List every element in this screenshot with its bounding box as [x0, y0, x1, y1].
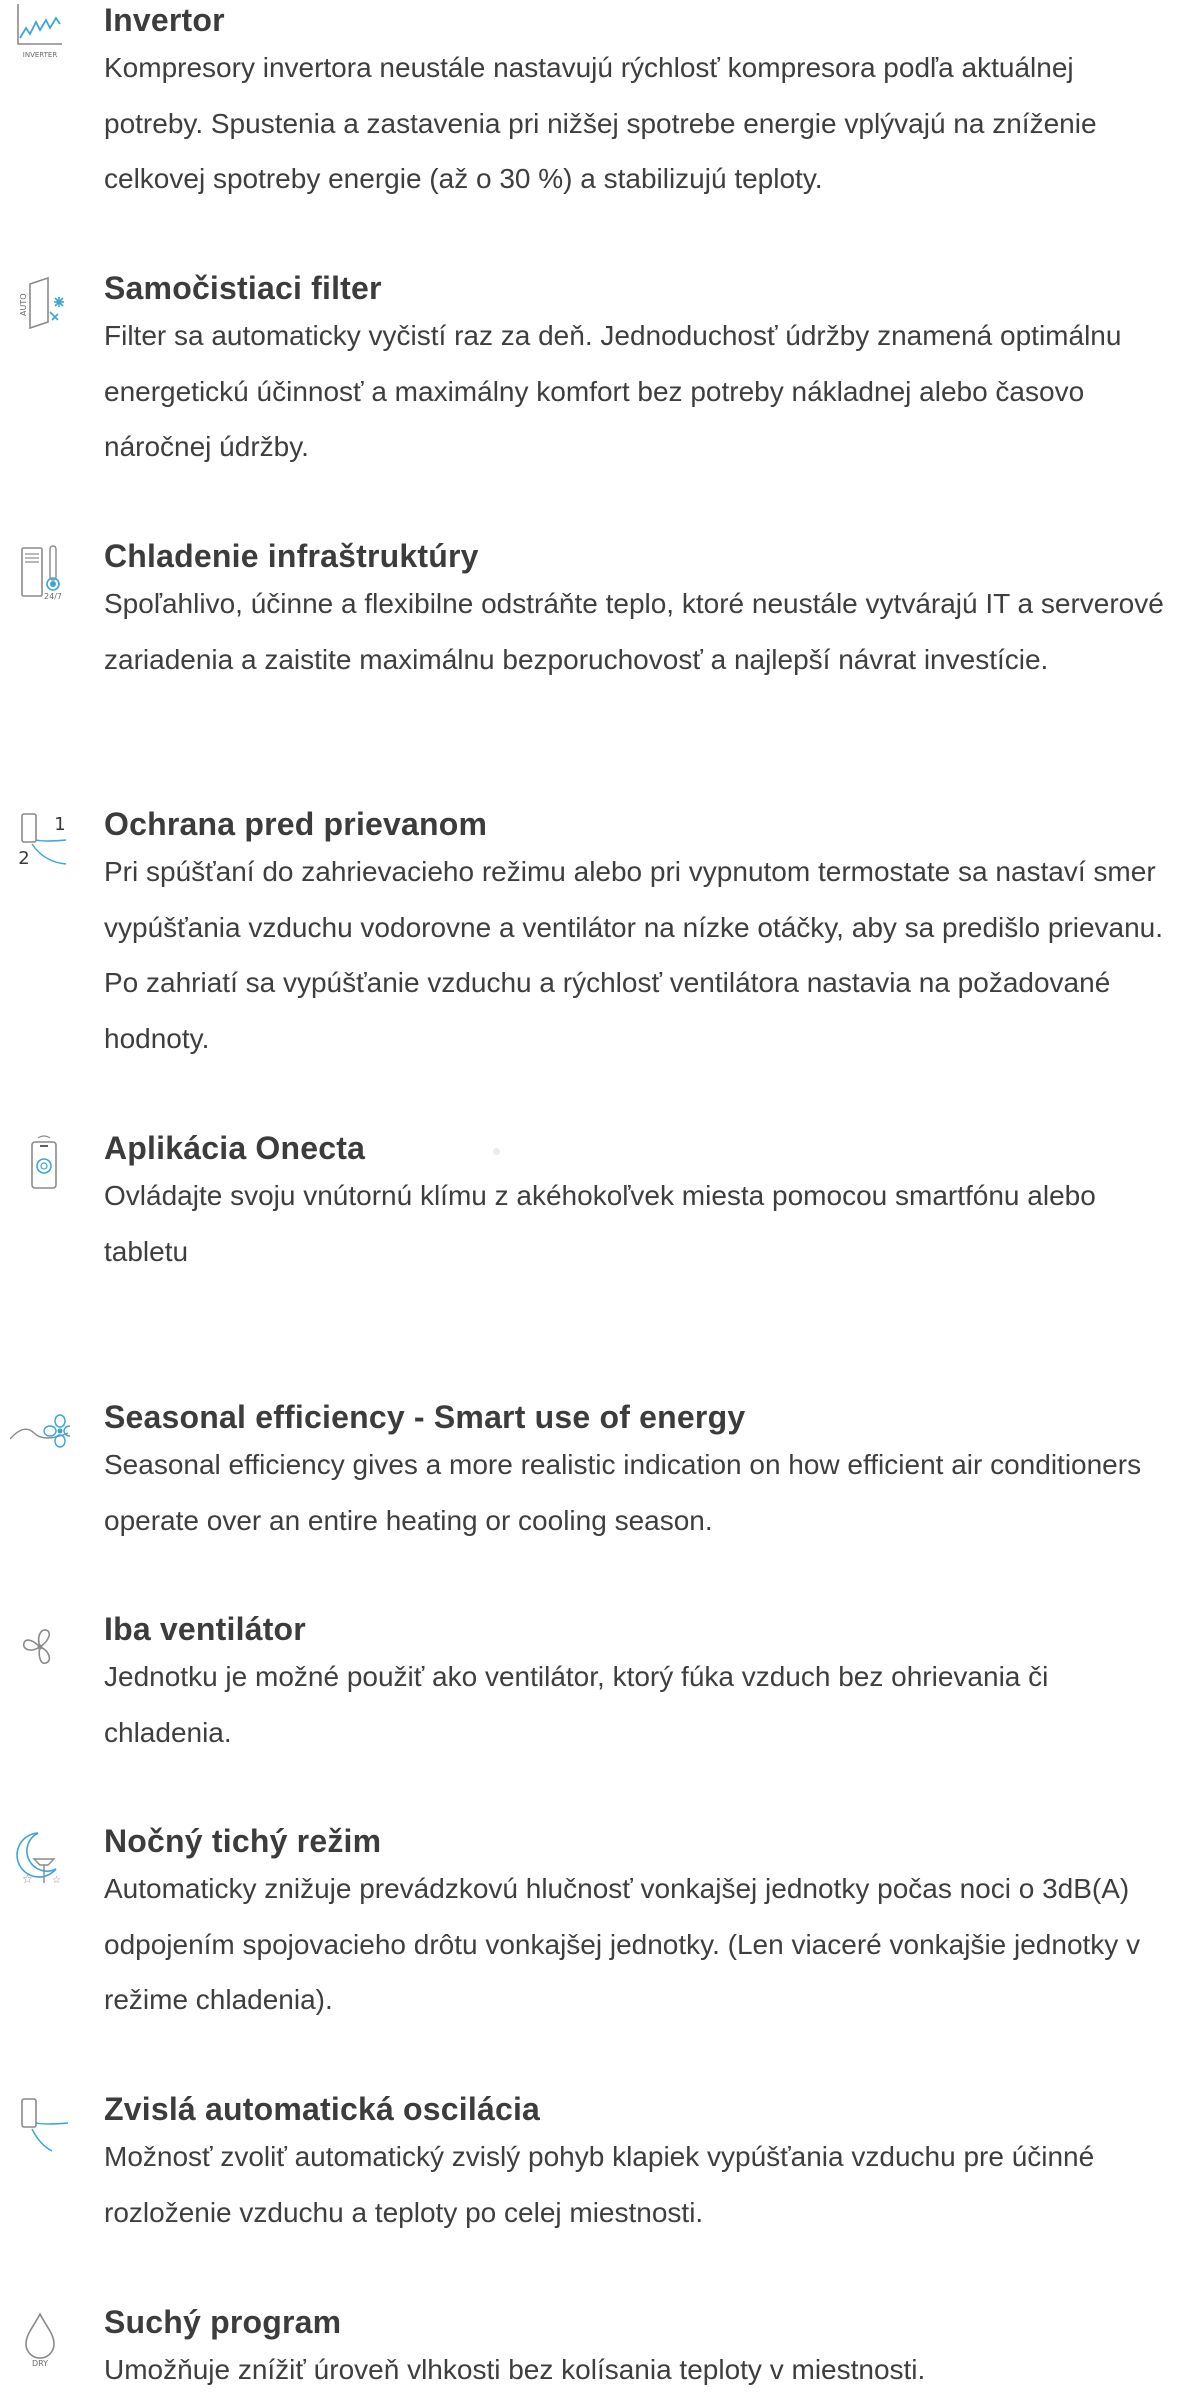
feature-title: Nočný tichý režim: [104, 1823, 382, 1859]
feature-description: Seasonal efficiency gives a more realistic indication on how efficient air conditioners operate over an entire heating or cooling season.: [104, 1449, 1142, 1536]
feature-text: [104, 1821, 1172, 2028]
feature-text: [104, 1397, 1172, 1548]
feature-text: [104, 1609, 1172, 1760]
vertical-swing-icon: [10, 2095, 70, 2155]
feature-title: Seasonal efficiency - Smart use of energy: [104, 1399, 746, 1435]
feature-title: Samočistiaci filter: [104, 270, 382, 306]
infrastructure-cooling-icon: [10, 540, 70, 600]
seasonal-efficiency-icon: [10, 1403, 70, 1463]
feature-description: Jednotku je možné použiť ako ventilátor, ktorý fúka vzduch bez ohrievania či chladenia.: [104, 1661, 1049, 1748]
decorative-dot: [493, 1148, 500, 1155]
feature-description: Možnosť zvoliť automatický zvislý pohyb klapiek vypúšťania vzduchu pre účinné rozloženie vzduchu a teploty po celej miestnosti.: [104, 2141, 1095, 2228]
dry-icon-label: DRY: [31, 2359, 49, 2368]
draught-prevention-icon: [10, 810, 70, 870]
feature-text: [104, 804, 1172, 1066]
feature-text: [104, 536, 1172, 687]
feature-text: [104, 2089, 1172, 2240]
fan-icon: [10, 1617, 70, 1677]
feature-title: Ochrana pred prievanom: [104, 806, 488, 842]
feature-title: Invertor: [104, 2, 225, 38]
feature-text: [104, 268, 1172, 475]
step-1-label: 1: [54, 814, 66, 835]
inverter-icon-label: INVERTER: [22, 51, 58, 59]
night-quiet-mode-icon: [10, 1827, 70, 1887]
inverter-icon: [10, 0, 70, 60]
feature-description: Spoľahlivo, účinne a flexibilne odstráňte teplo, ktoré neustále vytvárajú IT a serverové zariadenia a zaistite maximálnu bezporuchovosť a najlepší návrat investície.: [104, 588, 1164, 675]
step-2-label: 2: [18, 848, 30, 869]
dry-program-icon: [10, 2308, 70, 2368]
feature-text: [104, 0, 1172, 207]
feature-description: Umožňuje znížiť úroveň vlhkosti bez kolísania teploty v miestnosti.: [104, 2354, 926, 2385]
feature-title: Aplikácia Onecta: [104, 1130, 366, 1166]
feature-title: Zvislá automatická oscilácia: [104, 2091, 541, 2127]
feature-text: [104, 2302, 1172, 2398]
24-7-icon-label: 24/7: [44, 592, 62, 600]
feature-description: Automaticky znižuje prevádzkovú hlučnosť vonkajšej jednotky počas noci o 3dB(A) odpojením spojovacieho drôtu vonkajšej jednotky. (Len viaceré vonkajšie jednotky v režime chladenia).: [104, 1873, 1141, 2015]
feature-title: Chladenie infraštruktúry: [104, 538, 479, 574]
feature-title: Suchý program: [104, 2304, 342, 2340]
self-cleaning-filter-icon: [10, 276, 70, 336]
feature-description: Ovládajte svoju vnútornú klímu z akéhokoľvek miesta pomocou smartfónu alebo tabletu: [104, 1180, 1096, 1267]
auto-icon-label: AUTO: [19, 293, 28, 316]
feature-description: Kompresory invertora neustále nastavujú rýchlosť kompresora podľa aktuálnej potreby. Spustenia a zastavenia pri nižšej spotrebe energie vplývajú na zníženie celkovej spotreby energie (až o 30 %) a stabilizujú teploty.: [104, 52, 1097, 194]
feature-description: Pri spúšťaní do zahrievacieho režimu alebo pri vypnutom termostate sa nastaví smer vypúšťania vzduchu vodorovne a ventilátor na nízke otáčky, aby sa predišlo prievanu. Po zahriatí sa vypúšťanie vzduchu a rýchlosť ventilátora nastavia na požadované hodnoty.: [104, 856, 1164, 1054]
svg-text:☆: ☆: [52, 1875, 61, 1886]
feature-text: [104, 1128, 1172, 1279]
smartphone-app-icon: [10, 1134, 70, 1194]
feature-title: Iba ventilátor: [104, 1611, 306, 1647]
feature-description: Filter sa automaticky vyčistí raz za deň. Jednoduchosť údržby znamená optimálnu energetickú účinnosť a maximálny komfort bez potreby nákladnej alebo časovo náročnej údržby.: [104, 320, 1122, 462]
svg-text:☆: ☆: [22, 1872, 33, 1886]
